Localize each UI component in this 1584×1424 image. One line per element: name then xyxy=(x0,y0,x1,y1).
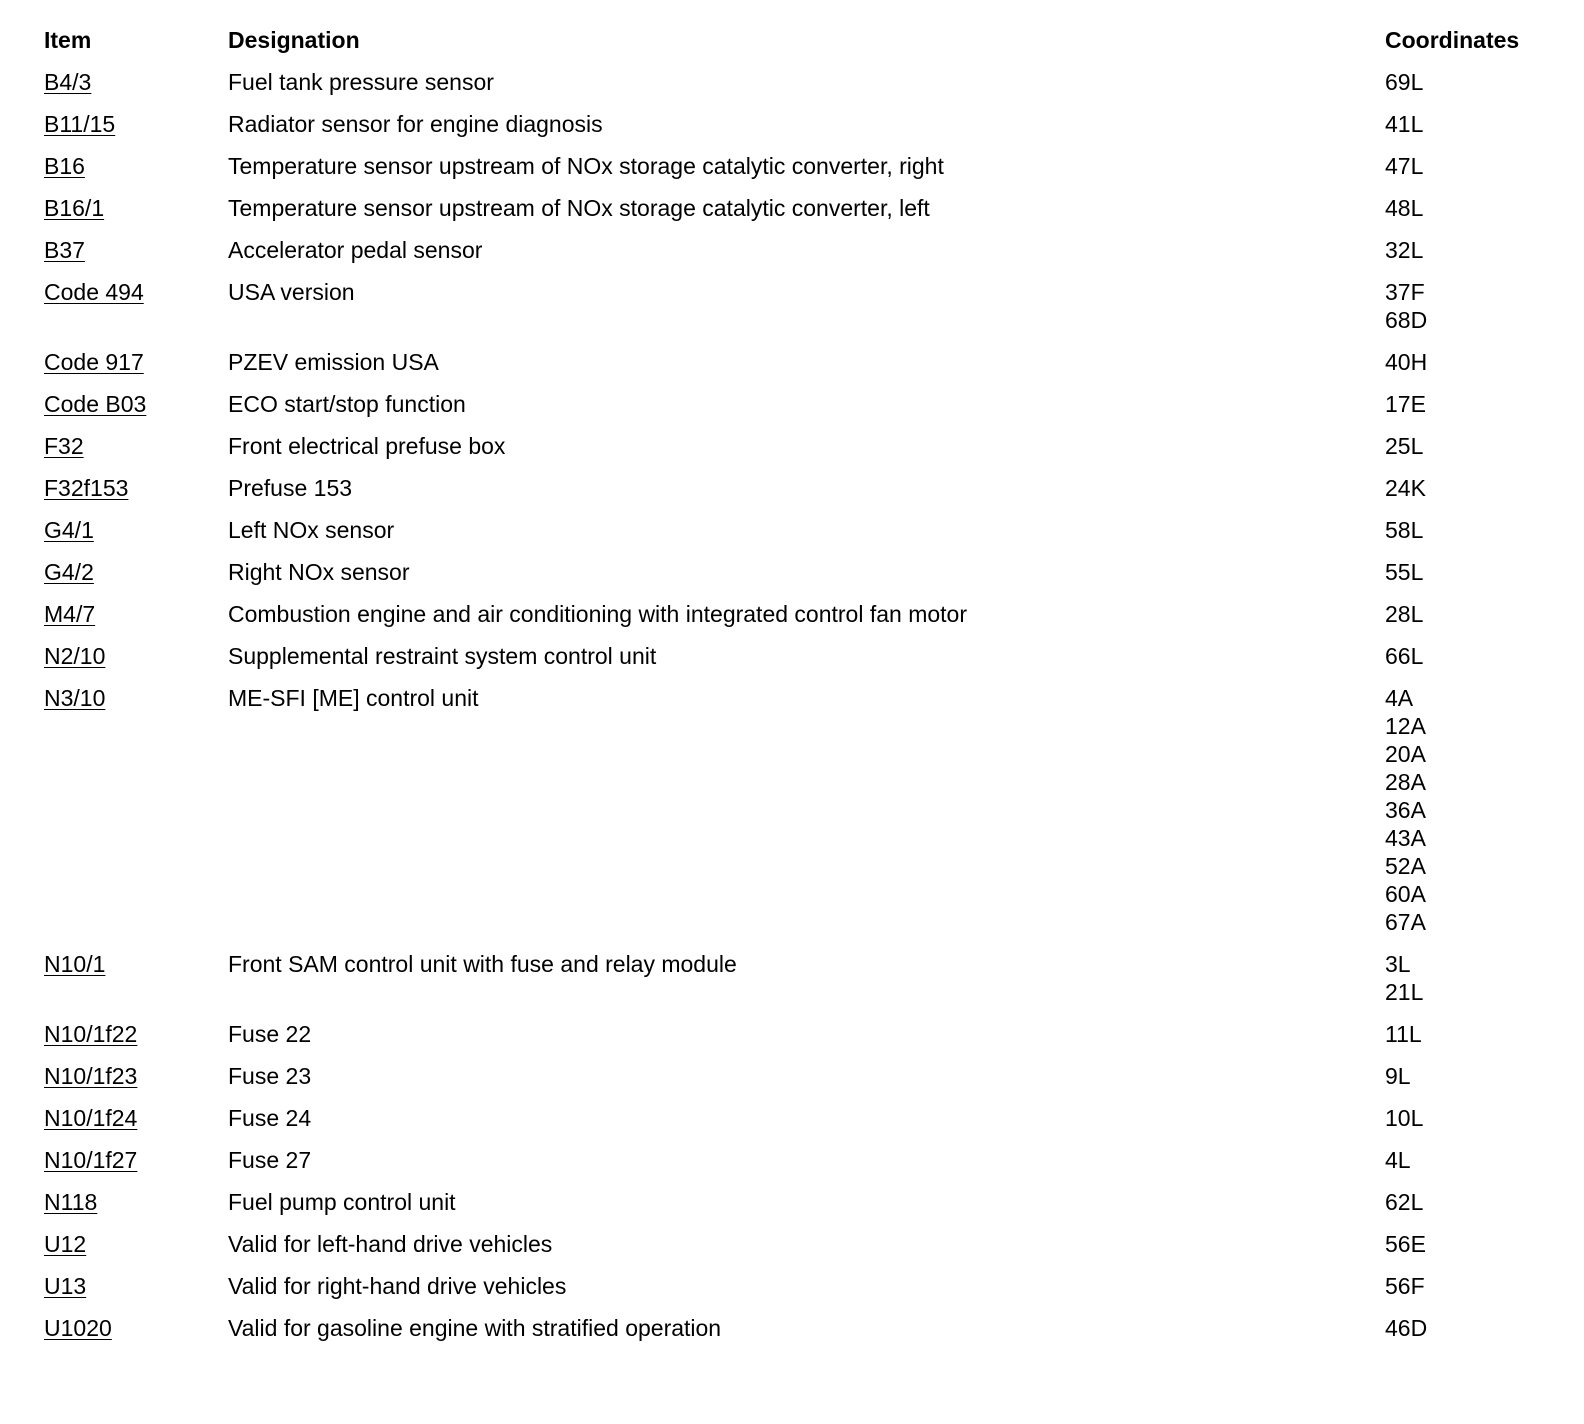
item-link[interactable]: U13 xyxy=(44,1273,87,1299)
coordinates-cell xyxy=(1385,1188,1423,1216)
legend-row xyxy=(44,194,1544,236)
coordinate-value: 43A xyxy=(1385,825,1426,851)
item-link[interactable]: B37 xyxy=(44,237,85,263)
coordinates-cell xyxy=(1385,1020,1422,1048)
coordinate-value: 21L xyxy=(1385,979,1424,1005)
coordinate-value: 12A xyxy=(1385,713,1426,739)
coordinate-value: 68D xyxy=(1385,307,1428,333)
coordinates-column-header: Coordinates xyxy=(1385,27,1520,53)
coordinate-value: 40H xyxy=(1385,349,1428,375)
designation-text: Prefuse 153 xyxy=(228,475,353,501)
designation-text: Accelerator pedal sensor xyxy=(228,237,483,263)
item-link[interactable]: F32f153 xyxy=(44,475,129,501)
coordinate-value: 24K xyxy=(1385,475,1426,501)
coordinate-value: 52A xyxy=(1385,853,1426,879)
item-link[interactable]: G4/2 xyxy=(44,559,94,585)
coordinate-value: 10L xyxy=(1385,1105,1424,1131)
item-link[interactable]: U1020 xyxy=(44,1315,112,1341)
coordinates-cell xyxy=(1385,474,1426,502)
legend-header-row xyxy=(44,26,1544,68)
item-link[interactable]: G4/1 xyxy=(44,517,94,543)
coordinate-value: 37F xyxy=(1385,279,1425,305)
coordinate-value: 56F xyxy=(1385,1273,1425,1299)
legend-row xyxy=(44,278,1544,348)
coordinate-value: 62L xyxy=(1385,1189,1424,1215)
coordinate-value: 56E xyxy=(1385,1231,1426,1257)
designation-text: Fuse 27 xyxy=(228,1147,312,1173)
designation-text: Combustion engine and air conditioning with integrated control fan motor xyxy=(228,601,967,627)
coordinate-value: 55L xyxy=(1385,559,1424,585)
legend-row xyxy=(44,348,1544,390)
coordinates-cell xyxy=(1385,684,1426,936)
coordinates-cell xyxy=(1385,236,1423,264)
coordinate-value: 60A xyxy=(1385,881,1426,907)
legend-row xyxy=(44,642,1544,684)
coordinate-value: 28A xyxy=(1385,769,1426,795)
coordinate-value: 46D xyxy=(1385,1315,1428,1341)
coordinate-value: 3L xyxy=(1385,951,1411,977)
designation-text: Fuel tank pressure sensor xyxy=(228,69,494,95)
designation-text: Valid for right-hand drive vehicles xyxy=(228,1273,567,1299)
coordinate-value: 48L xyxy=(1385,195,1424,221)
designation-text: Radiator sensor for engine diagnosis xyxy=(228,111,603,137)
designation-text: Right NOx sensor xyxy=(228,559,410,585)
designation-text: Supplemental restraint system control unit xyxy=(228,643,657,669)
coordinates-cell xyxy=(1385,1104,1423,1132)
coordinates-cell xyxy=(1385,558,1423,586)
designation-text: USA version xyxy=(228,279,355,305)
item-link[interactable]: Code 917 xyxy=(44,349,144,375)
coordinate-value: 66L xyxy=(1385,643,1424,669)
designation-text: Front SAM control unit with fuse and relay module xyxy=(228,951,737,977)
coordinates-cell xyxy=(1385,68,1423,96)
item-link[interactable]: N10/1f23 xyxy=(44,1063,138,1089)
designation-text: Fuse 22 xyxy=(228,1021,312,1047)
legend-row xyxy=(44,1314,1544,1356)
coordinate-value: 11L xyxy=(1385,1021,1422,1047)
item-link[interactable]: M4/7 xyxy=(44,601,96,627)
coordinate-value: 47L xyxy=(1385,153,1424,179)
designation-text: Temperature sensor upstream of NOx storage catalytic converter, left xyxy=(228,195,930,221)
item-link[interactable]: F32 xyxy=(44,433,84,459)
legend-row xyxy=(44,684,1544,950)
legend-row xyxy=(44,516,1544,558)
coordinates-cell xyxy=(1385,642,1423,670)
coordinates-cell xyxy=(1385,1062,1411,1090)
designation-text: Fuel pump control unit xyxy=(228,1189,456,1215)
coordinates-cell xyxy=(1385,390,1426,418)
legend-row xyxy=(44,1104,1544,1146)
item-link[interactable]: U12 xyxy=(44,1231,87,1257)
coordinate-value: 67A xyxy=(1385,909,1426,935)
designation-text: Fuse 23 xyxy=(228,1063,312,1089)
designation-text: Temperature sensor upstream of NOx storage catalytic converter, right xyxy=(228,153,944,179)
coordinate-value: 17E xyxy=(1385,391,1426,417)
coordinates-cell xyxy=(1385,600,1423,628)
coordinates-cell xyxy=(1385,1146,1411,1174)
coordinates-cell xyxy=(1385,110,1423,138)
item-column-header: Item xyxy=(44,27,92,53)
designation-text: Left NOx sensor xyxy=(228,517,395,543)
item-link[interactable]: Code B03 xyxy=(44,391,147,417)
item-link[interactable]: N10/1f22 xyxy=(44,1021,138,1047)
designation-text: PZEV emission USA xyxy=(228,349,439,375)
item-link[interactable]: B4/3 xyxy=(44,69,92,95)
item-link[interactable]: B16/1 xyxy=(44,195,105,221)
designation-text: Valid for left-hand drive vehicles xyxy=(228,1231,553,1257)
item-link[interactable]: N2/10 xyxy=(44,643,106,669)
coordinates-cell xyxy=(1385,152,1423,180)
legend-row xyxy=(44,68,1544,110)
coordinate-value: 28L xyxy=(1385,601,1424,627)
coordinates-cell xyxy=(1385,516,1423,544)
legend-row xyxy=(44,110,1544,152)
coordinates-cell xyxy=(1385,348,1427,376)
coordinate-value: 41L xyxy=(1385,111,1424,137)
legend-row xyxy=(44,1188,1544,1230)
legend-row xyxy=(44,558,1544,600)
coordinates-cell xyxy=(1385,1230,1426,1258)
designation-text: Fuse 24 xyxy=(228,1105,312,1131)
coordinate-value: 58L xyxy=(1385,517,1424,543)
coordinate-value: 36A xyxy=(1385,797,1426,823)
coordinate-value: 69L xyxy=(1385,69,1424,95)
designation-column-header: Designation xyxy=(228,27,360,53)
designation-text: ECO start/stop function xyxy=(228,391,466,417)
legend-row xyxy=(44,1062,1544,1104)
coordinate-value: 4L xyxy=(1385,1147,1411,1173)
coordinates-cell xyxy=(1385,194,1423,222)
coordinate-value: 4A xyxy=(1385,685,1414,711)
legend-row xyxy=(44,390,1544,432)
legend-row xyxy=(44,1230,1544,1272)
coordinate-value: 9L xyxy=(1385,1063,1411,1089)
legend-rows xyxy=(44,68,1544,1356)
coordinate-value: 32L xyxy=(1385,237,1424,263)
legend-row xyxy=(44,1146,1544,1188)
legend-row xyxy=(44,474,1544,516)
coordinates-cell xyxy=(1385,950,1423,1006)
item-link[interactable]: Code 494 xyxy=(44,279,144,305)
coordinates-cell xyxy=(1385,1314,1427,1342)
legend-row xyxy=(44,152,1544,194)
legend-table xyxy=(44,26,1544,1356)
legend-row xyxy=(44,236,1544,278)
item-link[interactable]: N10/1f24 xyxy=(44,1105,138,1131)
item-link[interactable]: N3/10 xyxy=(44,685,106,711)
legend-row xyxy=(44,1020,1544,1062)
coordinates-cell xyxy=(1385,432,1423,460)
coordinate-value: 20A xyxy=(1385,741,1426,767)
legend-row xyxy=(44,1272,1544,1314)
item-link[interactable]: N10/1f27 xyxy=(44,1147,138,1173)
designation-text: ME-SFI [ME] control unit xyxy=(228,685,479,711)
designation-text: Valid for gasoline engine with stratified operation xyxy=(228,1315,722,1341)
coordinate-value: 25L xyxy=(1385,433,1424,459)
item-link[interactable]: N10/1 xyxy=(44,951,106,977)
coordinates-cell xyxy=(1385,1272,1425,1300)
legend-row xyxy=(44,432,1544,474)
item-link[interactable]: B11/15 xyxy=(44,111,116,137)
legend-row xyxy=(44,950,1544,1020)
coordinates-cell xyxy=(1385,278,1427,334)
item-link[interactable]: B16 xyxy=(44,153,85,179)
legend-row xyxy=(44,600,1544,642)
item-link[interactable]: N118 xyxy=(44,1189,98,1215)
designation-text: Front electrical prefuse box xyxy=(228,433,506,459)
